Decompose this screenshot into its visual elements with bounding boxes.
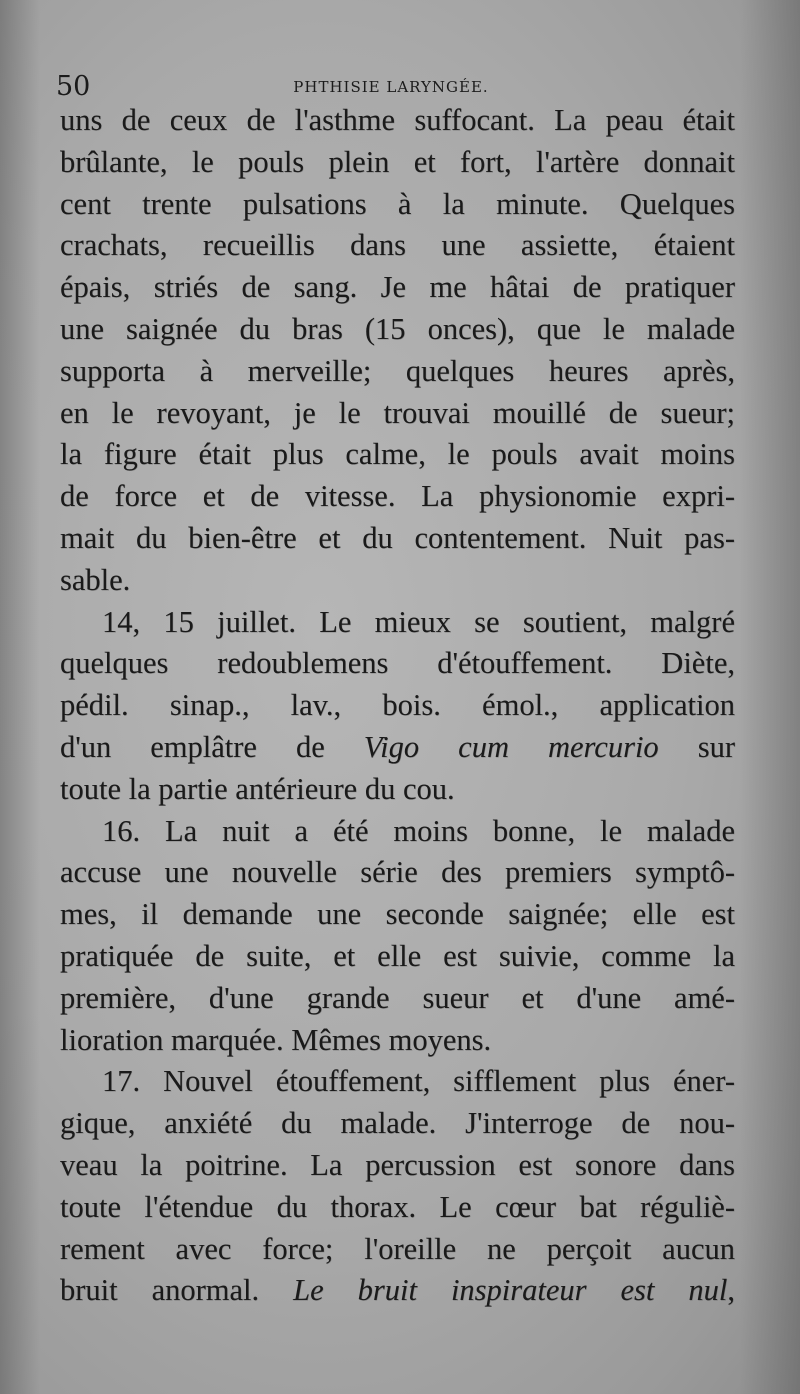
paragraph-first-line: 17. Nouvel étouffement, sifflement plus éner- — [102, 1064, 735, 1099]
text-line: crachats, recueillis dans une assiette, étaient — [60, 228, 735, 263]
text-line: la figure était plus calme, le pouls avait moins — [60, 437, 735, 472]
text-line: brûlante, le pouls plein et fort, l'artère donnait — [60, 144, 735, 179]
text-line: toute l'étendue du thorax. Le cœur bat réguliè- — [60, 1189, 735, 1224]
text-line: une saignée du bras (15 onces), que le malade — [60, 311, 735, 346]
body-text — [60, 100, 735, 1312]
text-segment: d'un emplâtre de — [60, 729, 364, 764]
text-segment: sur — [658, 729, 735, 764]
text-line: uns de ceux de l'asthme suffocant. La peau était — [60, 103, 735, 137]
text-line: toute la partie antérieure du cou. — [60, 771, 455, 806]
text-line-with-italic — [60, 727, 735, 769]
text-line: supporta à merveille; quelques heures après, — [60, 353, 735, 388]
text-line: mes, il demande une seconde saignée; elle est — [60, 897, 735, 932]
text-line: en le revoyant, je le trouvai mouillé de sueur; — [60, 395, 735, 430]
italic-phrase: Vigo cum mercurio — [363, 729, 659, 764]
text-line: pratiquée de suite, et elle est suivie, comme la — [60, 938, 735, 973]
text-line: mait du bien-être et du contentement. Nuit pas- — [60, 520, 735, 555]
text-line: quelques redoublemens d'étouffement. Diète, — [60, 646, 735, 681]
running-head — [56, 70, 726, 104]
text-line: lioration marquée. Mêmes moyens. — [60, 1022, 492, 1057]
text-segment: bruit anormal. — [60, 1273, 294, 1308]
text-line: rement avec force; l'oreille ne perçoit aucun — [60, 1231, 735, 1266]
text-line: épais, striés de sang. Je me hâtai de pratiquer — [60, 270, 735, 305]
text-line: cent trente pulsations à la minute. Quelques — [60, 186, 735, 221]
text-line: accuse une nouvelle série des premiers symptô- — [60, 855, 735, 890]
text-line: pédil. sinap., lav., bois. émol., application — [60, 688, 735, 723]
page-number: 50 — [56, 71, 91, 102]
text-line-with-italic — [60, 1270, 735, 1312]
text-line: première, d'une grande sueur et d'une amé- — [60, 980, 735, 1015]
text-line: sable. — [60, 562, 131, 597]
text-line: de force et de vitesse. La physionomie expri- — [60, 479, 735, 514]
running-title: PHTHISIE LARYNGÉE. — [293, 78, 489, 96]
text-line: gique, anxiété du malade. J'interroge de nou- — [60, 1106, 735, 1141]
italic-phrase: Le bruit inspirateur est nul — [293, 1273, 728, 1308]
paragraph-first-line: 14, 15 juillet. Le mieux se soutient, malgré — [102, 604, 735, 639]
text-segment: , — [727, 1273, 735, 1308]
text-line: veau la poitrine. La percussion est sonore dans — [60, 1147, 735, 1182]
paragraph-first-line: 16. La nuit a été moins bonne, le malade — [102, 813, 735, 848]
page-edge-shadow-left — [0, 0, 40, 1394]
page-edge-shadow-right — [740, 0, 800, 1394]
